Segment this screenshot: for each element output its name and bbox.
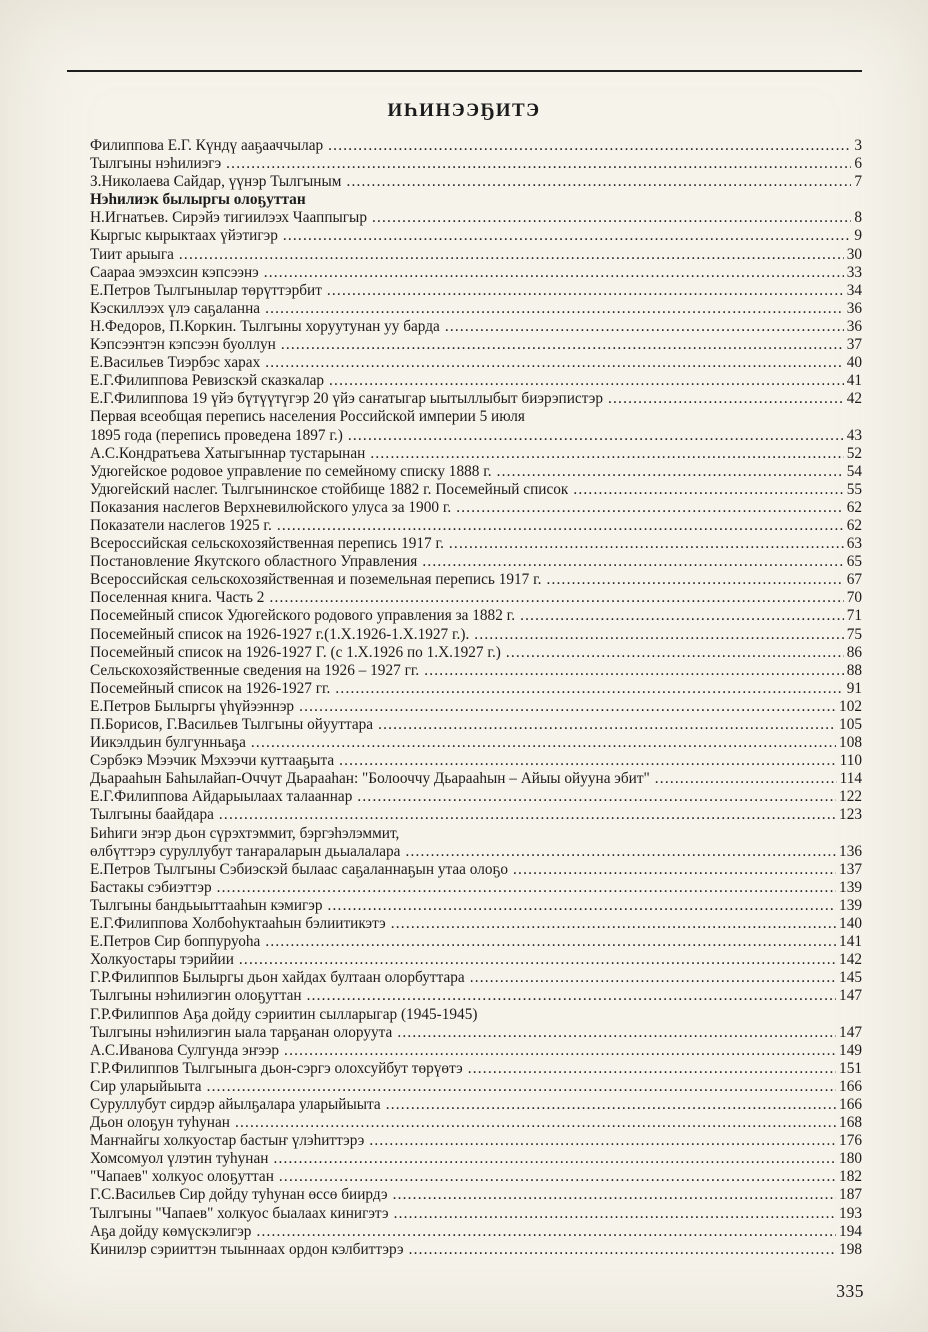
toc-entry-page: 168 [839,1114,862,1132]
toc-entry-title: Суруллубут сирдэр айылҕалара уларыйыыта [90,1095,381,1113]
toc-entry [90,173,862,191]
toc-entry-page: 182 [839,1168,862,1186]
toc-entry-page: 198 [839,1240,862,1258]
toc-entry [90,246,862,264]
toc-entry [90,897,862,915]
toc-entry-title: Е.Петров Былыргы үһүйээннэр [90,697,295,715]
dot-leader [281,336,844,354]
dot-leader [449,535,844,553]
dot-leader [239,951,836,969]
toc-entry-page: 151 [839,1059,862,1077]
toc-entry-title: Г.С.Васильев Сир дойду туһунан өссө биирдэ [90,1186,388,1204]
toc-entry-page: 105 [839,716,862,733]
toc-entry-title: өлбүттэрэ суруллубут таҥараларын дьыалалара [90,842,401,860]
toc-entry [90,589,862,607]
toc-entry-page: 63 [846,535,862,553]
dot-leader [357,788,836,806]
toc-entry-page: 142 [839,951,862,969]
toc-entry [90,806,862,824]
dot-leader [513,861,836,879]
toc-entry-title: Холкуостары тэрийии [90,951,234,969]
toc-entry-page: 42 [846,390,862,408]
dot-leader [219,806,836,824]
toc-entry-page: 36 [846,299,862,317]
toc-entry [90,463,862,481]
toc-entry-page: 145 [839,969,862,987]
toc-entry [90,571,862,589]
toc-entry [90,1024,862,1042]
toc-entry-title: Е.Г.Филиппова Айдарыылаах талааннар [90,788,353,806]
toc-entry [90,716,862,734]
toc-entry-title: Всероссийская сельскохозяйственная перепись 1917 г. [90,535,444,553]
dot-leader [307,987,836,1005]
toc-entry-page: 40 [846,354,862,372]
toc-entry [90,969,862,987]
toc-entry-page: 9 [854,227,862,245]
dot-leader [329,372,844,390]
toc-entry-title: Н.Федоров, П.Коркин. Тылгыны хоруутунан уу барда [90,317,440,335]
toc-entry-page: 55 [846,480,862,498]
dot-leader [422,553,843,571]
toc-entry [90,879,862,897]
toc-entry-title: Бастакы сэбиэттэр [90,878,212,896]
toc-entry-page: 34 [846,281,862,299]
toc-entry-title: Посемейный список Удюгейского родового управления за 1882 г. [90,607,516,625]
toc-entry-title: Показания наслегов Верхневилюйского улуса за 1900 г. [90,498,452,516]
toc-entry-title: Кинилэр сэрииттэн тыыннаах ордон кэлбиттэрэ [90,1240,404,1258]
toc-entry [90,1150,862,1168]
toc-entry [90,390,862,408]
toc-entry-title: Е.Васильев Тиэрбэс харах [90,354,261,372]
dot-leader [328,897,837,915]
dot-leader [378,716,836,734]
toc-entry-title: Г.Р.Филиппов Аҕа дойду сэриитин сылларыгар (1945-1945) [90,1005,478,1023]
toc-entry-title: Дьон олоҕун туһунан [90,1114,230,1132]
dot-leader [497,463,844,481]
top-rule [67,70,862,72]
toc-entry-page: 176 [839,1132,862,1150]
toc-entry-title: Посемейный список на 1926-1927 г.(1.X.1926-1.X.1927 г.). [90,625,470,643]
dot-leader [370,445,843,463]
toc-entry-title: Саараа эмээхсин кэпсээнэ [90,263,259,281]
toc-entry-page: 41 [846,372,862,390]
toc-entry [90,1060,862,1078]
toc-entry-title: З.Николаева Сайдар, үүнэр Тылгыным [90,173,342,191]
toc-entry [90,481,862,499]
toc-entry-page: 8 [854,209,862,227]
toc-entry-page: 102 [839,697,862,715]
dot-leader [235,1114,836,1132]
toc-entry-page: 139 [839,878,862,896]
dot-leader [424,662,843,680]
footer-page-number: 335 [836,1281,864,1301]
dot-leader [339,752,837,770]
toc-entry [90,698,862,716]
toc-entry-title: Тиит арыыга [90,245,174,263]
toc-entry [90,1114,862,1132]
toc-entry [90,499,862,517]
toc-entry-title: Сэрбэкэ Мээчик Мэхээчи куттааҕыта [90,752,335,770]
toc-entry-title: Филиппова Е.Г. Күндү ааҕааччылар [90,137,324,154]
toc-entry-page: 166 [839,1095,862,1113]
dot-leader [279,1168,836,1186]
toc-entry-page: 147 [839,987,862,1005]
dot-leader [277,517,844,535]
toc-entry [90,1186,862,1204]
toc-entry [90,1006,862,1024]
toc-entry [90,155,862,173]
toc-entry [90,553,862,571]
toc-entry-page: 62 [846,516,862,534]
toc-entry [90,336,862,354]
dot-leader [328,137,851,155]
dot-leader [397,1024,836,1042]
toc-entry-title: Е.Г.Филиппова Ревизскэй сказкалар [90,372,325,390]
toc-entry [90,770,862,788]
toc-entry-page: 54 [846,462,862,480]
dot-leader [179,246,844,264]
toc-entry-page: 139 [839,896,862,914]
toc-entry [90,318,862,336]
toc-entry-page: 110 [839,752,862,770]
toc-entry-page: 7 [854,173,862,191]
page-title: ИҺИНЭЭҔИТЭ [387,100,541,121]
toc-entry [90,1205,862,1223]
toc-entry-title: Н.Игнатьев. Сирэйэ тигиилээх Чааппыгыр [90,209,367,227]
toc-entry [90,445,862,463]
toc-entry-title: Первая всеобщая перепись населения Российской империи 5 июля [90,408,525,426]
dot-leader [346,173,851,191]
toc-entry [90,227,862,245]
dot-leader [386,1096,836,1114]
toc-entry-page: 166 [839,1077,862,1095]
toc-entry-page: 114 [839,770,862,788]
toc-entry [90,644,862,662]
dot-leader [265,354,843,372]
toc-entry [90,517,862,535]
toc-entry-page: 91 [846,679,862,697]
toc-entry [90,1168,862,1186]
toc-entry-page: 180 [839,1150,862,1168]
toc-entry-title: Нэһилиэк былыргы олоҕуттан [90,191,306,209]
dot-leader [445,318,844,336]
toc-entry [90,825,862,843]
toc-entry-title: Сир уларыйыыта [90,1077,202,1095]
toc-entry [90,915,862,933]
toc-entry [90,300,862,318]
toc-entry-title: А.С.Иванова Сулгунда эҥээр [90,1041,280,1059]
toc-entry [90,662,862,680]
toc-entry-title: Кэскиллээх үлэ саҕаланна [90,299,261,317]
toc-entry [90,626,862,644]
toc-entry-page: 70 [846,589,862,607]
toc-entry-title: Хомсомуол үлэтин туһунан [90,1150,269,1168]
toc-entry-title: Дьарааһын Баһылайап-Оччут Дьарааһан: "Болооччу Дьарааһын – Айыы ойууна эбит" [90,770,650,788]
toc-entry-title: Е.Г.Филиппова 19 үйэ бүтүүтүгэр 20 үйэ саҥатыгар ыытыллыбыт биэрэпистэр [90,390,603,408]
toc-entry-title: Маҥнайгы холкуостар бастыҥ үлэһиттэрэ [90,1132,365,1150]
toc-entry-title: Тылгыны бандьыыттааһын кэмигэр [90,896,323,914]
dot-leader [655,770,837,788]
toc-entry [90,987,862,1005]
toc-entry-title: Аҕа дойду көмүскэлигэр [90,1222,252,1240]
dot-leader [474,626,843,644]
toc-entry-title: Тылгыны нэһилиэгин ыала тарҕанан олоруута [90,1023,393,1041]
toc-entry-title: Поселенная книга. Часть 2 [90,589,265,607]
toc-entry-title: Е.Петров Тылгынылар төрүттэрбит [90,281,322,299]
toc-entry-title: Сельскохозяйственные сведения на 1926 – 1927 гг. [90,661,420,679]
toc-entry-title: Показатели наслегов 1925 г. [90,516,272,534]
toc-entry [90,843,862,861]
toc-entry-title: Г.Р.Филиппов Былыргы дьон хайдах бултаан олорбуттара [90,969,465,987]
toc-entry [90,408,862,426]
toc-entry [90,427,862,445]
toc-entry-page: 149 [839,1041,862,1059]
toc-entry-title: Е.Петров Тылгыны Сэбиэскэй былаас саҕаланнаҕын утаа олоҕо [90,860,509,878]
dot-leader [405,843,836,861]
toc-entry-title: Посемейный список на 1926-1927 гг. [90,679,331,697]
dot-leader [299,698,836,716]
dot-leader [409,1241,836,1259]
toc-entry [90,1241,862,1259]
toc-entry-page: 37 [846,336,862,354]
toc-entry-page: 141 [839,933,862,951]
dot-leader [573,481,843,499]
dot-leader [265,300,844,318]
toc-entry [90,264,862,282]
dot-leader [470,969,836,987]
toc-entry-title: А.С.Кондратьева Хатыгыннар тустарынан [90,444,366,462]
toc-entry-title: Постановление Якутского областного Управления [90,553,418,571]
dot-leader [251,734,836,752]
toc-entry-title: 1895 года (перепись проведена 1897 г.) [90,426,343,444]
dot-leader [372,209,851,227]
toc-entry [90,535,862,553]
toc-entry-page: 140 [839,915,862,933]
toc-entry [90,1223,862,1241]
toc-entry [90,1078,862,1096]
dot-leader [394,1205,836,1223]
dot-leader [369,1132,836,1150]
dot-leader [269,589,843,607]
toc-entry-page: 137 [839,860,862,878]
toc-entry-title: Тылгыны "Чапаев" холкуос быалаах кинигэтэ [90,1204,389,1222]
toc-entry-page: 108 [839,734,862,752]
toc-entry-page: 136 [839,842,862,860]
toc-entry-title: Удюгейское родовое управление по семейному списку 1888 г. [90,462,492,480]
toc-entry-page: 193 [839,1204,862,1222]
toc-entry [90,1042,862,1060]
toc-entry-title: Тылгыны баайдара [90,806,214,824]
toc-entry [90,282,862,300]
dot-leader [468,1060,836,1078]
dot-leader [265,933,836,951]
dot-leader [546,571,843,589]
toc-entry-page: 75 [846,625,862,643]
toc-entry [90,209,862,227]
toc-entry-title: Кэпсээнтэн кэпсээн буоллун [90,336,276,354]
toc-entry-page: 88 [846,661,862,679]
toc-entry [90,1096,862,1114]
toc-entry [90,951,862,969]
toc-entry-page: 147 [839,1023,862,1041]
dot-leader [456,499,844,517]
toc-entry-page: 62 [846,498,862,516]
dot-leader [273,1150,836,1168]
toc-entry-page: 194 [839,1222,862,1240]
toc-entry-page: 122 [839,788,862,806]
toc-entry-title: Тылгыны нэһилиэгин олоҕуттан [90,987,302,1005]
dot-leader [348,427,844,445]
dot-leader [391,915,836,933]
dot-leader [506,644,844,662]
dot-leader [608,390,844,408]
toc-entry-page: 71 [846,607,862,625]
toc-entry-page: 65 [846,553,862,571]
toc-entry-page: 3 [854,137,862,154]
toc-entry-page: 67 [846,571,862,589]
toc-entry-page: 123 [839,806,862,824]
dot-leader [393,1186,836,1204]
toc-entry-page: 187 [839,1186,862,1204]
dot-leader [264,264,844,282]
toc-entry [90,788,862,806]
toc-entry-page: 43 [846,426,862,444]
toc-entry-title: Е.Г.Филиппова Холбоһуктааһын бэлиитикэтэ [90,915,386,933]
dot-leader [335,680,843,698]
toc-entry [90,861,862,879]
toc-entry [90,607,862,625]
dot-leader [283,227,852,245]
toc-entry-page: 36 [846,317,862,335]
dot-leader [207,1078,836,1096]
dot-leader [284,1042,836,1060]
toc-entry-page: 33 [846,263,862,281]
toc-entry-title: Биһиги эҥэр дьон сүрэхтэммит, бэргэһэлэммит, [90,824,400,842]
toc-entry-title: Удюгейский наслег. Тылгынинское стойбище 1882 г. Посемейный список [90,480,569,498]
toc-entry-title: Иикэлдьин булгунньаҕа [90,734,246,752]
toc-entry-title: Всероссийская сельскохозяйственная и поземельная перепись 1917 г. [90,571,542,589]
dot-leader [217,879,836,897]
toc-entry [90,372,862,390]
dot-leader [327,282,844,300]
toc-entry-title: Посемейный список на 1926-1927 Г. (с 1.X.1926 по 1.X.1927 г.) [90,643,501,661]
toc-entry-title: Г.Р.Филиппов Тылгыныга дьон-сэргэ олохсуйбут төрүөтэ [90,1059,463,1077]
toc-entry-page: 52 [846,444,862,462]
toc-entry [90,191,862,209]
toc-entry-title: П.Борисов, Г.Васильев Тылгыны ойууттара [90,716,374,733]
toc-entry [90,734,862,752]
toc-entry [90,752,862,770]
toc-entry [90,1132,862,1150]
toc-entry-title: Е.Петров Сир боппуруоһа [90,933,261,951]
toc-list [90,137,862,1259]
toc-entry-page: 6 [854,155,862,173]
dot-leader [256,1223,836,1241]
toc-entry [90,680,862,698]
toc-entry [90,137,862,155]
toc-entry-title: Тылгыны нэһилиэгэ [90,155,222,173]
toc-entry-title: "Чапаев" холкуос олоҕуттан [90,1168,274,1186]
toc-entry-title: Кыргыс кырыктаах үйэтигэр [90,227,278,245]
toc-entry-page: 86 [846,643,862,661]
dot-leader [226,155,851,173]
toc-entry [90,933,862,951]
toc-entry [90,354,862,372]
toc-entry-page: 30 [846,245,862,263]
dot-leader [520,607,844,625]
